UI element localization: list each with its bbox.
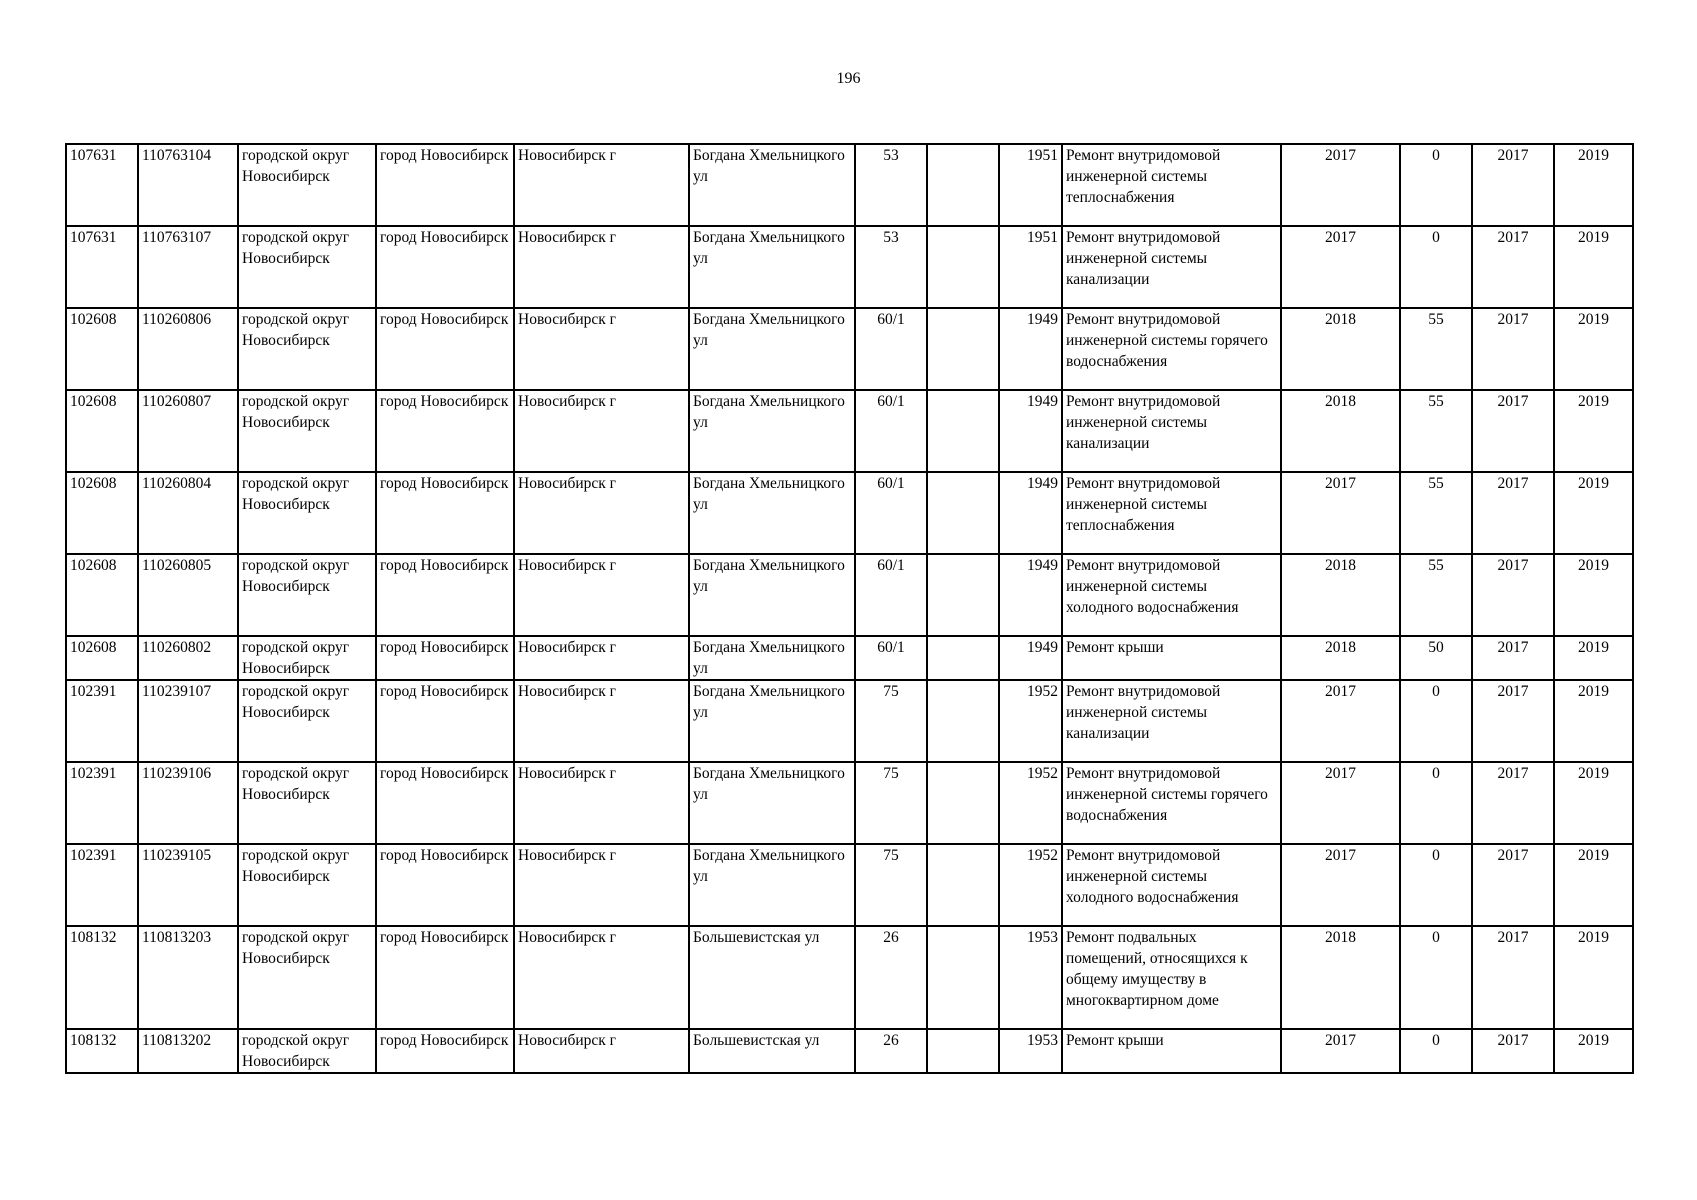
table-row	[66, 844, 1633, 926]
work-type-cell: Ремонт подвальных помещений, относящихся к общему имуществу в многоквартирном доме	[1062, 926, 1281, 1029]
planned-year-cell: 2017	[1281, 472, 1400, 554]
period-start-cell: 2017	[1472, 144, 1554, 226]
wear-cell: 55	[1400, 308, 1472, 390]
house-number-cell: 75	[855, 680, 927, 762]
built-year-cell: 1949	[999, 636, 1062, 680]
settlement-cell: город Новосибирск	[376, 554, 514, 636]
planned-year-cell: 2018	[1281, 926, 1400, 1029]
planned-year-cell: 2018	[1281, 308, 1400, 390]
built-year-cell: 1949	[999, 308, 1062, 390]
built-year-cell: 1949	[999, 472, 1062, 554]
locality-cell: Новосибирск г	[514, 472, 689, 554]
work-type-cell: Ремонт крыши	[1062, 636, 1281, 680]
wear-cell: 55	[1400, 554, 1472, 636]
planned-year-cell: 2018	[1281, 390, 1400, 472]
period-start-cell: 2017	[1472, 226, 1554, 308]
settlement-cell: город Новосибирск	[376, 1029, 514, 1073]
table-row	[66, 144, 1633, 226]
street-cell: Богдана Хмельницкого ул	[689, 390, 855, 472]
settlement-cell: город Новосибирск	[376, 390, 514, 472]
locality-cell: Новосибирск г	[514, 636, 689, 680]
planned-year-cell: 2017	[1281, 144, 1400, 226]
municipality-cell: городской округ Новосибирск	[238, 636, 376, 680]
settlement-cell: город Новосибирск	[376, 680, 514, 762]
period-end-cell: 2019	[1554, 762, 1633, 844]
municipality-cell: городской округ Новосибирск	[238, 472, 376, 554]
building-cell	[927, 226, 999, 308]
work-id-cell: 110763107	[138, 226, 238, 308]
wear-cell: 50	[1400, 636, 1472, 680]
built-year-cell: 1952	[999, 844, 1062, 926]
period-start-cell: 2017	[1472, 554, 1554, 636]
municipality-cell: городской округ Новосибирск	[238, 390, 376, 472]
built-year-cell: 1953	[999, 1029, 1062, 1073]
built-year-cell: 1951	[999, 226, 1062, 308]
house-number-cell: 60/1	[855, 472, 927, 554]
built-year-cell: 1951	[999, 144, 1062, 226]
period-start-cell: 2017	[1472, 390, 1554, 472]
locality-cell: Новосибирск г	[514, 226, 689, 308]
period-end-cell: 2019	[1554, 680, 1633, 762]
work-type-cell: Ремонт внутридомовой инженерной системы канализации	[1062, 390, 1281, 472]
municipality-cell: городской округ Новосибирск	[238, 926, 376, 1029]
planned-year-cell: 2017	[1281, 226, 1400, 308]
house-id-cell: 107631	[66, 144, 138, 226]
wear-cell: 55	[1400, 390, 1472, 472]
period-start-cell: 2017	[1472, 636, 1554, 680]
wear-cell: 0	[1400, 926, 1472, 1029]
table-row	[66, 390, 1633, 472]
house-id-cell: 102608	[66, 554, 138, 636]
period-end-cell: 2019	[1554, 844, 1633, 926]
work-id-cell: 110260807	[138, 390, 238, 472]
built-year-cell: 1952	[999, 762, 1062, 844]
street-cell: Богдана Хмельницкого ул	[689, 844, 855, 926]
building-cell	[927, 636, 999, 680]
house-number-cell: 60/1	[855, 390, 927, 472]
locality-cell: Новосибирск г	[514, 308, 689, 390]
work-type-cell: Ремонт внутридомовой инженерной системы холодного водоснабжения	[1062, 844, 1281, 926]
period-end-cell: 2019	[1554, 390, 1633, 472]
municipality-cell: городской округ Новосибирск	[238, 844, 376, 926]
work-id-cell: 110260804	[138, 472, 238, 554]
municipality-cell: городской округ Новосибирск	[238, 1029, 376, 1073]
wear-cell: 0	[1400, 226, 1472, 308]
municipality-cell: городской округ Новосибирск	[238, 680, 376, 762]
house-number-cell: 75	[855, 762, 927, 844]
period-end-cell: 2019	[1554, 308, 1633, 390]
period-end-cell: 2019	[1554, 144, 1633, 226]
work-type-cell: Ремонт внутридомовой инженерной системы теплоснабжения	[1062, 472, 1281, 554]
settlement-cell: город Новосибирск	[376, 926, 514, 1029]
table-row	[66, 554, 1633, 636]
wear-cell: 0	[1400, 680, 1472, 762]
house-number-cell: 75	[855, 844, 927, 926]
capital-repair-table	[65, 143, 1634, 1074]
planned-year-cell: 2017	[1281, 844, 1400, 926]
built-year-cell: 1953	[999, 926, 1062, 1029]
work-id-cell: 110260802	[138, 636, 238, 680]
locality-cell: Новосибирск г	[514, 390, 689, 472]
municipality-cell: городской округ Новосибирск	[238, 554, 376, 636]
work-type-cell: Ремонт внутридомовой инженерной системы горячего водоснабжения	[1062, 308, 1281, 390]
house-id-cell: 102608	[66, 636, 138, 680]
house-number-cell: 26	[855, 926, 927, 1029]
work-type-cell: Ремонт внутридомовой инженерной системы теплоснабжения	[1062, 144, 1281, 226]
wear-cell: 0	[1400, 144, 1472, 226]
settlement-cell: город Новосибирск	[376, 226, 514, 308]
building-cell	[927, 472, 999, 554]
work-type-cell: Ремонт внутридомовой инженерной системы горячего водоснабжения	[1062, 762, 1281, 844]
street-cell: Большевистская ул	[689, 926, 855, 1029]
locality-cell: Новосибирск г	[514, 144, 689, 226]
table-row	[66, 472, 1633, 554]
building-cell	[927, 554, 999, 636]
building-cell	[927, 680, 999, 762]
work-type-cell: Ремонт крыши	[1062, 1029, 1281, 1073]
building-cell	[927, 926, 999, 1029]
house-number-cell: 53	[855, 144, 927, 226]
settlement-cell: город Новосибирск	[376, 762, 514, 844]
street-cell: Богдана Хмельницкого ул	[689, 554, 855, 636]
locality-cell: Новосибирск г	[514, 762, 689, 844]
street-cell: Богдана Хмельницкого ул	[689, 226, 855, 308]
municipality-cell: городской округ Новосибирск	[238, 762, 376, 844]
work-type-cell: Ремонт внутридомовой инженерной системы канализации	[1062, 680, 1281, 762]
built-year-cell: 1949	[999, 390, 1062, 472]
table-row	[66, 308, 1633, 390]
house-id-cell: 102608	[66, 472, 138, 554]
period-end-cell: 2019	[1554, 926, 1633, 1029]
settlement-cell: город Новосибирск	[376, 472, 514, 554]
street-cell: Богдана Хмельницкого ул	[689, 144, 855, 226]
house-id-cell: 102391	[66, 762, 138, 844]
house-number-cell: 26	[855, 1029, 927, 1073]
house-number-cell: 53	[855, 226, 927, 308]
municipality-cell: городской округ Новосибирск	[238, 144, 376, 226]
locality-cell: Новосибирск г	[514, 926, 689, 1029]
house-number-cell: 60/1	[855, 308, 927, 390]
work-id-cell: 110813202	[138, 1029, 238, 1073]
table-row	[66, 926, 1633, 1029]
locality-cell: Новосибирск г	[514, 680, 689, 762]
period-start-cell: 2017	[1472, 472, 1554, 554]
locality-cell: Новосибирск г	[514, 844, 689, 926]
period-end-cell: 2019	[1554, 554, 1633, 636]
period-start-cell: 2017	[1472, 1029, 1554, 1073]
work-id-cell: 110239105	[138, 844, 238, 926]
building-cell	[927, 308, 999, 390]
house-number-cell: 60/1	[855, 554, 927, 636]
house-id-cell: 102608	[66, 308, 138, 390]
work-id-cell: 110763104	[138, 144, 238, 226]
planned-year-cell: 2018	[1281, 636, 1400, 680]
building-cell	[927, 762, 999, 844]
built-year-cell: 1949	[999, 554, 1062, 636]
building-cell	[927, 390, 999, 472]
work-id-cell: 110260805	[138, 554, 238, 636]
street-cell: Богдана Хмельницкого ул	[689, 762, 855, 844]
building-cell	[927, 844, 999, 926]
period-end-cell: 2019	[1554, 226, 1633, 308]
built-year-cell: 1952	[999, 680, 1062, 762]
wear-cell: 0	[1400, 1029, 1472, 1073]
locality-cell: Новосибирск г	[514, 554, 689, 636]
house-id-cell: 108132	[66, 926, 138, 1029]
period-start-cell: 2017	[1472, 926, 1554, 1029]
period-start-cell: 2017	[1472, 762, 1554, 844]
period-end-cell: 2019	[1554, 472, 1633, 554]
wear-cell: 0	[1400, 844, 1472, 926]
building-cell	[927, 144, 999, 226]
house-id-cell: 102391	[66, 844, 138, 926]
table-row	[66, 762, 1633, 844]
page-number: 196	[836, 70, 861, 87]
period-start-cell: 2017	[1472, 680, 1554, 762]
house-id-cell: 107631	[66, 226, 138, 308]
settlement-cell: город Новосибирск	[376, 636, 514, 680]
table-body	[66, 144, 1633, 1073]
wear-cell: 0	[1400, 762, 1472, 844]
planned-year-cell: 2018	[1281, 554, 1400, 636]
municipality-cell: городской округ Новосибирск	[238, 226, 376, 308]
settlement-cell: город Новосибирск	[376, 308, 514, 390]
work-id-cell: 110239107	[138, 680, 238, 762]
planned-year-cell: 2017	[1281, 680, 1400, 762]
street-cell: Богдана Хмельницкого ул	[689, 636, 855, 680]
street-cell: Большевистская ул	[689, 1029, 855, 1073]
settlement-cell: город Новосибирск	[376, 144, 514, 226]
table-row	[66, 1029, 1633, 1073]
work-type-cell: Ремонт внутридомовой инженерной системы холодного водоснабжения	[1062, 554, 1281, 636]
house-number-cell: 60/1	[855, 636, 927, 680]
table-row	[66, 636, 1633, 680]
building-cell	[927, 1029, 999, 1073]
street-cell: Богдана Хмельницкого ул	[689, 472, 855, 554]
work-id-cell: 110239106	[138, 762, 238, 844]
period-start-cell: 2017	[1472, 844, 1554, 926]
house-id-cell: 108132	[66, 1029, 138, 1073]
house-id-cell: 102608	[66, 390, 138, 472]
settlement-cell: город Новосибирск	[376, 844, 514, 926]
period-start-cell: 2017	[1472, 308, 1554, 390]
locality-cell: Новосибирск г	[514, 1029, 689, 1073]
house-id-cell: 102391	[66, 680, 138, 762]
work-type-cell: Ремонт внутридомовой инженерной системы канализации	[1062, 226, 1281, 308]
planned-year-cell: 2017	[1281, 1029, 1400, 1073]
work-id-cell: 110813203	[138, 926, 238, 1029]
street-cell: Богдана Хмельницкого ул	[689, 680, 855, 762]
period-end-cell: 2019	[1554, 1029, 1633, 1073]
street-cell: Богдана Хмельницкого ул	[689, 308, 855, 390]
table-row	[66, 680, 1633, 762]
work-id-cell: 110260806	[138, 308, 238, 390]
municipality-cell: городской округ Новосибирск	[238, 308, 376, 390]
table-row	[66, 226, 1633, 308]
planned-year-cell: 2017	[1281, 762, 1400, 844]
period-end-cell: 2019	[1554, 636, 1633, 680]
wear-cell: 55	[1400, 472, 1472, 554]
